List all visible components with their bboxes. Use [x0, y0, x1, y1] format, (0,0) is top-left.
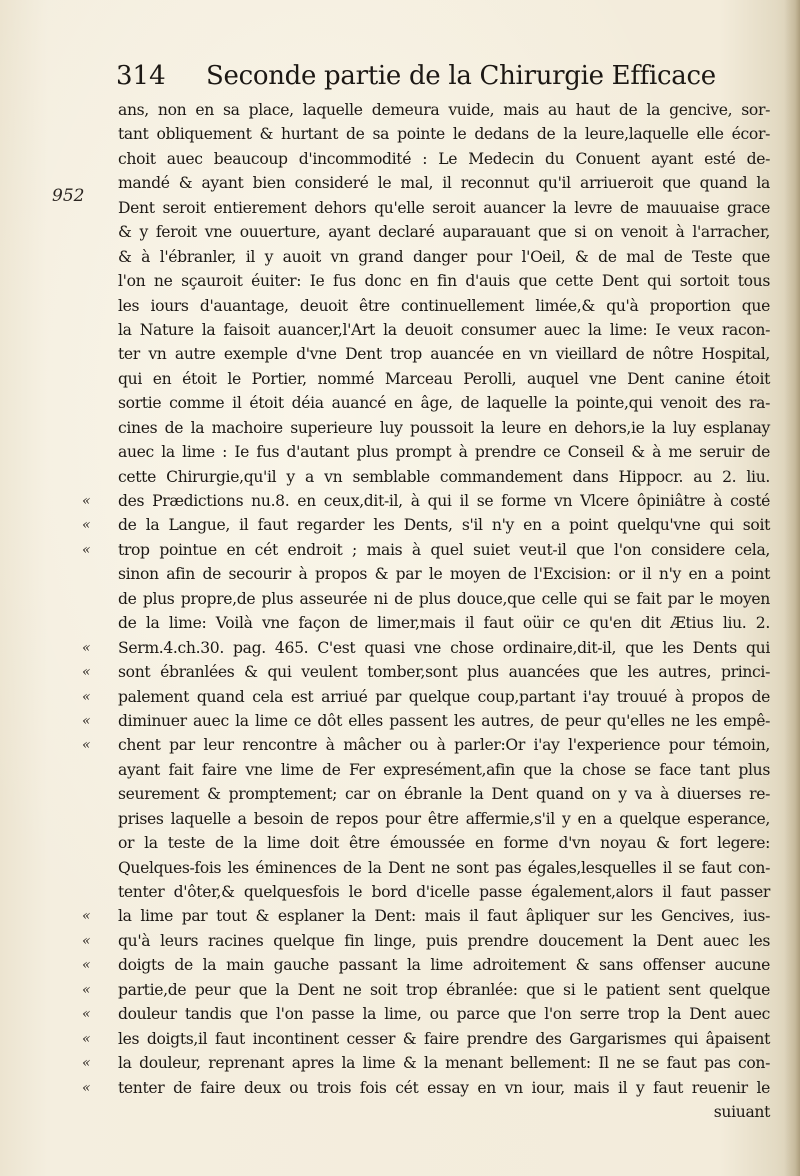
text-line [82, 1076, 770, 1100]
text-line-content: des Prædictions nu.8. en ceux,dit-il, à qui il se forme vn Vlcere ôpiniâtre à costé [118, 492, 770, 510]
text-line [118, 269, 770, 293]
text-line [82, 538, 770, 562]
text-line-content: sortie comme il étoit déia auancé en âge, de laquelle la pointe,qui venoit des ra- [118, 394, 770, 413]
text-line-content: tenter de faire deux ou trois fois cét essay en vn iour, mais il y faut reuenir le [118, 1078, 770, 1097]
text-line [82, 513, 770, 537]
text-line-content: palement quand cela est arriué par quelque coup,partant i'ay trouué à propos de [118, 687, 770, 706]
quotation-mark: « [82, 1006, 91, 1023]
text-line-content: qu'à leurs racines quelque fin linge, puis prendre doucement la Dent auec les [118, 931, 770, 950]
text-line-content: prises laquelle a besoin de repos pour être affermie,s'il y en a quelque esperance, [118, 809, 770, 828]
text-line [118, 807, 770, 831]
text-line [118, 831, 770, 855]
text-line-content: ayant fait faire vne lime de Fer expresément,afin que la chose se face tant plus [118, 760, 770, 779]
text-line-content: Serm.4.ch.30. pag. 465. C'est quasi vne chose ordinaire,dit-il, que les Dents qui [118, 638, 770, 657]
body-text [82, 98, 770, 1124]
text-line [82, 709, 770, 733]
text-line [118, 318, 770, 342]
text-line [118, 147, 770, 171]
text-line-content: diminuer auec la lime ce dôt elles passent les autres, de peur qu'elles ne les empê- [118, 711, 770, 730]
text-line-content: mandé & ayant bien consideré le mal, il reconnut qu'il arriueroit que quand la [118, 174, 770, 193]
text-line-content: tenter d'ôter,& quelquesfois le bord d'icelle passe également,alors il faut passer [118, 883, 770, 901]
text-line [118, 856, 770, 880]
text-line-content: douleur tandis que l'on passe la lime, ou parce que l'on serre trop la Dent auec [118, 1005, 770, 1024]
text-line [118, 245, 770, 269]
text-line [118, 562, 770, 586]
text-line-content: sont ébranlées & qui veulent tomber,sont plus auancées que les autres, princi- [118, 663, 770, 682]
text-line [118, 758, 770, 782]
text-line [82, 660, 770, 684]
running-title: Seconde partie de la Chirurgie Efficace [206, 61, 716, 91]
quotation-mark: « [82, 1079, 91, 1096]
text-line-content: cines de la machoire superieure luy poussoit la leure en dehors,ie la luy esplanay [118, 418, 770, 437]
margin-note: 952 [52, 186, 85, 206]
text-line [82, 1051, 770, 1075]
text-line-content: de plus propre,de plus asseurée ni de plus douce,que celle qui se fait par le moyen [118, 589, 770, 608]
text-line-content: sinon afin de secourir à propos & par le moyen de l'Excision: or il n'y en a point [118, 565, 770, 584]
text-line-content: doigts de la main gauche passant la lime adroitement & sans offenser aucune [118, 956, 770, 975]
text-line [118, 440, 770, 464]
text-line [118, 391, 770, 415]
quotation-mark: « [82, 639, 91, 656]
quotation-mark: « [82, 712, 91, 729]
quotation-mark: « [82, 541, 91, 558]
text-line [82, 636, 770, 660]
text-line-content: ans, non en sa place, laquelle demeura vuide, mais au haut de la gencive, sor- [118, 101, 770, 119]
text-line [82, 1002, 770, 1026]
text-line [118, 367, 770, 391]
text-line-content: chent par leur rencontre à mâcher ou à parler:Or i'ay l'experience pour témoin, [118, 736, 770, 755]
text-line [82, 1027, 770, 1051]
catchword: suiuant [713, 1102, 770, 1121]
text-line [118, 220, 770, 244]
quotation-mark: « [82, 957, 91, 974]
text-line-content: la lime par tout & esplaner la Dent: mais il faut âpliquer sur les Gencives, ius- [118, 907, 770, 926]
text-line [82, 929, 770, 953]
text-line [82, 953, 770, 977]
text-line [118, 171, 770, 195]
text-line [118, 416, 770, 440]
quotation-mark: « [82, 517, 91, 534]
text-line-content: ter vn autre exemple d'vne Dent trop auancée en vn vieillard de nôtre Hospital, [118, 345, 770, 364]
text-line [118, 294, 770, 318]
text-line [118, 587, 770, 611]
text-line [118, 98, 770, 122]
text-line-content: Quelques-fois les éminences de la Dent ne sont pas égales,lesquelles il se faut con- [118, 858, 770, 877]
text-line-content: & à l'ébranler, il y auoit vn grand danger pour l'Oeil, & de mal de Teste que [118, 247, 770, 266]
quotation-mark: « [82, 493, 91, 509]
quotation-mark: « [82, 737, 91, 754]
text-line-content: partie,de peur que la Dent ne soit trop ébranlée: que si le patient sent quelque [118, 980, 770, 999]
quotation-mark: « [82, 1030, 91, 1047]
text-line [118, 465, 770, 489]
text-line [118, 196, 770, 220]
text-line [118, 782, 770, 806]
text-line [118, 342, 770, 366]
text-line-content: tant obliquement & hurtant de sa pointe le dedans de la leure,laquelle elle écor- [118, 125, 770, 144]
text-line [82, 904, 770, 928]
text-line-content: Dent seroit entierement dehors qu'elle seroit auancer la levre de mauuaise grace [118, 198, 770, 217]
quotation-mark: « [82, 688, 91, 705]
text-line [82, 489, 770, 513]
text-line [82, 978, 770, 1002]
quotation-mark: « [82, 1055, 91, 1072]
quotation-mark: « [82, 664, 91, 681]
text-line-content: & y feroit vne ouuerture, ayant declaré auparauant que si on venoit à l'arracher, [118, 223, 770, 242]
text-line-content: la Nature la faisoit auancer,l'Art la deuoit consumer auec la lime: Ie veux racon- [118, 320, 770, 339]
text-line-content: les doigts,il faut incontinent cesser & faire prendre des Gargarismes qui âpaisent [118, 1029, 770, 1048]
text-line-content: la douleur, reprenant apres la lime & la menant bellement: Il ne se faut pas con- [118, 1054, 770, 1073]
text-line-content: choit auec beaucoup d'incommodité : Le Medecin du Conuent ayant esté de- [118, 149, 770, 168]
text-line-content: les iours d'auantage, deuoit être continuellement limée,& qu'à proportion que [118, 296, 770, 315]
quotation-mark: « [82, 981, 91, 998]
text-line [118, 122, 770, 146]
text-line [82, 733, 770, 757]
quotation-mark: « [82, 932, 91, 949]
text-line-content: cette Chirurgie,qu'il y a vn semblable commandement dans Hippocr. au 2. liu. [118, 467, 770, 486]
text-line-content: auec la lime : Ie fus d'autant plus prompt à prendre ce Conseil & à me seruir de [118, 443, 770, 462]
page-header [116, 56, 756, 96]
text-line-content: de la Langue, il faut regarder les Dents, s'il n'y en a point quelqu'vne qui soit [118, 516, 770, 535]
text-line-content: de la lime: Voilà vne façon de limer,mais il faut oüir ce qu'en dit Ætius liu. 2. [118, 614, 770, 633]
text-line [118, 880, 770, 904]
quotation-mark: « [82, 908, 91, 925]
text-line [118, 611, 770, 635]
text-line-content: or la teste de la lime doit être émoussée en forme d'vn noyau & fort legere: [118, 834, 770, 853]
text-line-content: l'on ne sçauroit éuiter: Ie fus donc en fin d'auis que cette Dent qui sortoit tous [118, 272, 770, 291]
text-line-content: qui en étoit le Portier, nommé Marceau Perolli, auquel vne Dent canine étoit [118, 369, 770, 388]
text-line-content: trop pointue en cét endroit ; mais à quel suiet veut-il que l'on considere cela, [118, 540, 770, 559]
text-line-content: seurement & promptement; car on ébranle la Dent quand on y va à diuerses re- [118, 785, 770, 804]
page-fold-shadow [784, 0, 800, 1176]
text-line [82, 685, 770, 709]
page-number: 314 [116, 61, 166, 91]
